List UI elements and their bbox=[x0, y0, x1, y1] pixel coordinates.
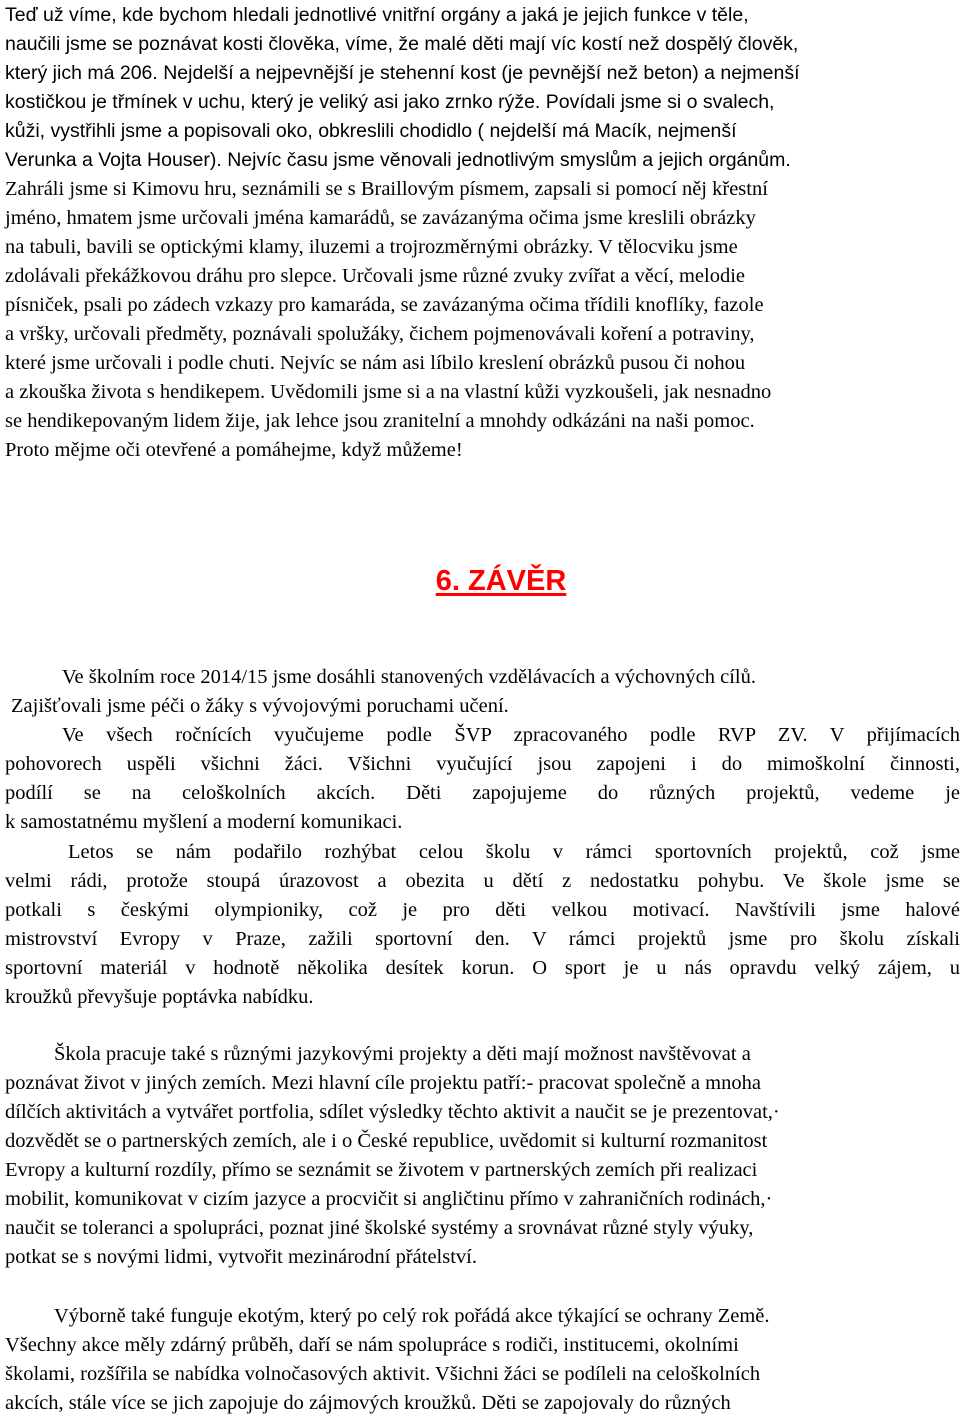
text-line: Evropy a kulturní rozdíly, přímo se seznámit se životem v partnerských zemích při realizaci bbox=[5, 1159, 758, 1181]
text-line: jméno, hmatem jsme určovali jména kamarádů, se zavázanýma očima jsme kreslili obrázky bbox=[5, 207, 756, 229]
text-line: Teď už víme, kde bychom hledali jednotlivé vnitřní orgány a jaká je jejich funkce v těle, bbox=[5, 4, 749, 26]
text-line: akcích, stále více se jich zapojuje do zájmových kroužků. Děti se zapojovaly do různých bbox=[5, 1392, 731, 1414]
text-line: školami, rozšířila se nabídka volnočasových aktivit. Všichni žáci se podíleli na celoškolních bbox=[5, 1363, 761, 1385]
text-line: Zahráli jsme si Kimovu hru, seznámili se s Braillovým písmem, zapsali si pomocí něj křestní bbox=[5, 178, 768, 200]
text-line: dílčích aktivitách a vytvářet portfolia, sdílet výsledky těchto aktivit a naučit se je prezentovat,· bbox=[5, 1101, 780, 1123]
text-line: Zajišťovali jsme péči o žáky s vývojovými poruchami učení. bbox=[11, 695, 509, 717]
text-line: sportovní materiál v hodnotě několika desítek korun. O sport je u nás opravdu velký zájem, u bbox=[5, 957, 960, 979]
text-line: který jich má 206. Nejdelší a nejpevnější je stehenní kost (je pevnější než beton) a nejmenší bbox=[5, 62, 800, 84]
text-line: písniček, psali po zádech vzkazy pro kamaráda, se zavázanýma očima třídili knoflíky, fazole bbox=[5, 294, 764, 316]
text-line: kroužků převyšuje poptávka nabídku. bbox=[5, 986, 314, 1008]
text-line: zdolávali překážkovou dráhu pro slepce. Určovali jsme různé zvuky zvířat a věcí, melodie bbox=[5, 265, 745, 287]
text-line: Proto mějme oči otevřené a pomáhejme, když můžeme! bbox=[5, 439, 463, 461]
text-line: podílí se na celoškolních akcích. Děti zapojujeme do různých projektů, vedeme je bbox=[5, 782, 960, 804]
text-line: kostičkou je třmínek v uchu, který je veliký asi jako zrnko rýže. Povídali jsme si o svalech, bbox=[5, 91, 775, 113]
text-line: Ve školním roce 2014/15 jsme dosáhli stanovených vzdělávacích a výchovných cílů. bbox=[62, 666, 756, 688]
text-line: potkat se s novými lidmi, vytvořit mezinárodní přátelství. bbox=[5, 1246, 478, 1268]
text-line: které jsme určovali i podle chuti. Nejvíc se nám asi líbilo kreslení obrázků pusou či nohou bbox=[5, 352, 746, 374]
text-line: pohovorech uspěli všichni žáci. Všichni vyučující jsou zapojeni i do mimoškolní činnosti, bbox=[5, 753, 960, 775]
text-line: mobilit, komunikovat v cizím jazyce a procvičit si angličtinu přímo v zahraničních rodinách,· bbox=[5, 1188, 773, 1210]
text-line: k samostatnému myšlení a moderní komunikaci. bbox=[5, 811, 403, 833]
text-line: naučili jsme se poznávat kosti člověka, víme, že malé děti mají víc kostí než dospělý člověk, bbox=[5, 33, 799, 55]
text-line: mistrovství Evropy v Praze, zažili sportovní den. V rámci projektů jsme pro školu získali bbox=[5, 928, 960, 950]
text-line: a vršky, určovali předměty, poznávali spolužáky, čichem pojmenovávali koření a potraviny, bbox=[5, 323, 755, 345]
text-line: Výborně také funguje ekotým, který po celý rok pořádá akce týkající se ochrany Země. bbox=[54, 1305, 770, 1327]
text-line: na tabuli, bavili se optickými klamy, iluzemi a trojrozměrnými obrázky. V tělocviku jsme bbox=[5, 236, 738, 258]
text-line: Ve všech ročnících vyučujeme podle ŠVP zpracovaného podle RVP ZV. V přijímacích bbox=[62, 724, 960, 746]
text-line: naučit se toleranci a spolupráci, poznat jiné školské systémy a srovnávat různé styly výuky, bbox=[5, 1217, 754, 1239]
text-line: velmi rádi, protože stoupá úrazovost a obezita u dětí z nedostatku pohybu. Ve škole jsme se bbox=[5, 870, 960, 892]
text-line: poznávat život v jiných zemích. Mezi hlavní cíle projektu patří:- pracovat společně a mnoha bbox=[5, 1072, 761, 1094]
text-line: potkali s českými olympioniky, což je pro děti velkou motivací. Navštívili jsme halové bbox=[5, 899, 960, 921]
section-heading: 6. ZÁVĚR bbox=[435, 565, 567, 597]
text-line: dozvědět se o partnerských zemích, ale i o České republice, uvědomit si kulturní rozmanitost bbox=[5, 1130, 768, 1152]
text-line: a zkouška života s hendikepem. Uvědomili jsme si a na vlastní kůži vyzkoušeli, jak nesnadno bbox=[5, 381, 772, 403]
text-line: Škola pracuje také s různými jazykovými projekty a děti mají možnost navštěvovat a bbox=[54, 1043, 751, 1065]
text-line: se hendikepovaným lidem žije, jak lehce jsou zranitelní a mnohdy odkázáni na naši pomoc. bbox=[5, 410, 755, 432]
text-line: kůži, vystřihli jsme a popisovali oko, obkreslili chodidlo ( nejdelší má Macík, nejmenší bbox=[5, 120, 737, 142]
text-line: Letos se nám podařilo rozhýbat celou školu v rámci sportovních projektů, což jsme bbox=[68, 841, 960, 863]
text-line: Verunka a Vojta Houser). Nejvíc času jsme věnovali jednotlivým smyslům a jejich orgánům. bbox=[5, 149, 791, 171]
text-line: Všechny akce měly zdárný průběh, daří se nám spolupráce s rodiči, institucemi, okolními bbox=[5, 1334, 739, 1356]
